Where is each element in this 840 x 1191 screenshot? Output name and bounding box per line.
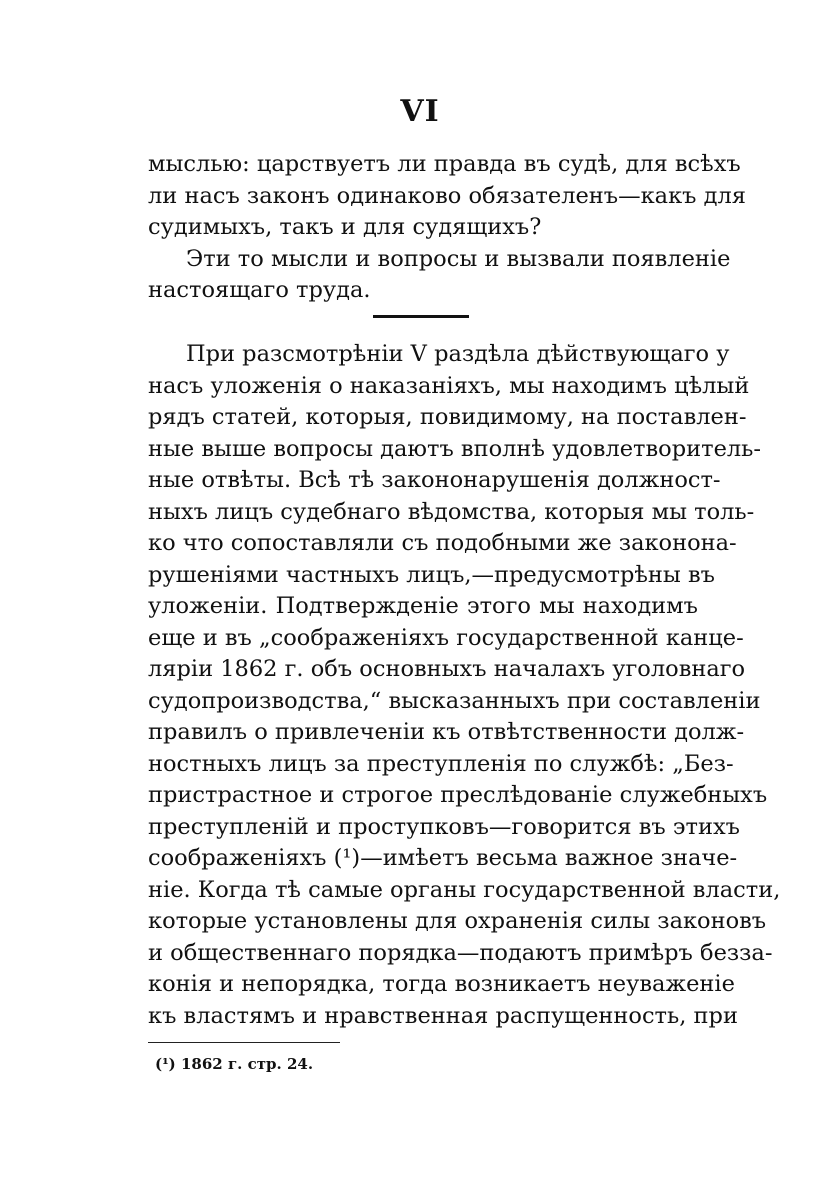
text-line: ные отвѣты. Всѣ тѣ закононарушенія должност-	[148, 467, 721, 493]
text-line: настоящаго труда.	[148, 277, 371, 303]
page-number: VI	[400, 94, 440, 129]
text-line: ные выше вопросы даютъ вполнѣ удовлетворитель-	[148, 435, 762, 462]
text-line: ли насъ законъ одинаково обязателенъ—какъ для	[148, 182, 746, 209]
text-line: конія и непорядка, тогда возникаетъ неуваженіе	[148, 971, 735, 997]
text-line: ляріи 1862 г. объ основныхъ началахъ уголовнаго	[148, 656, 746, 682]
text-line: соображеніяхъ (¹)—имѣетъ весьма важное значе-	[148, 845, 738, 871]
text-line: къ властямъ и нравственная распущенность, при	[148, 1002, 738, 1029]
text-line: правилъ о привлеченіи къ отвѣтственности долж-	[148, 719, 745, 745]
text-line: пристрастное и строгое преслѣдованіе служебныхъ	[148, 782, 768, 808]
text-line: рушеніями частныхъ лицъ,—предусмотрѣны въ	[148, 561, 715, 588]
text-line: рядъ статей, которыя, повидимому, на поставлен-	[148, 404, 747, 430]
text-line: еще и въ „соображеніяхъ государственной канце-	[148, 624, 744, 651]
intro-paragraph	[148, 149, 746, 307]
text-line: ныхъ лицъ судебнаго вѣдомства, которыя мы толь-	[148, 498, 755, 525]
text-line: которые установлены для охраненія силы законовъ	[148, 908, 767, 934]
text-line: преступленій и проступковъ—говорится въ этихъ	[148, 813, 740, 840]
text-line: При разсмотрѣніи V раздѣла дѣйствующаго у	[186, 341, 730, 367]
text-line: насъ уложенія о наказаніяхъ, мы находимъ цѣлый	[148, 372, 750, 399]
main-paragraph	[148, 339, 781, 1032]
text-line: судимыхъ, такъ и для судящихъ?	[148, 214, 542, 240]
text-line: Эти то мысли и вопросы и вызвали появленіе	[186, 245, 731, 272]
footnote-rule	[148, 1042, 340, 1043]
text-line: уложеніи. Подтвержденіе этого мы находимъ	[148, 593, 698, 619]
text-line: мыслью: царствуетъ ли правда въ судѣ, для всѣхъ	[148, 151, 741, 177]
text-line: судопроизводства,“ высказанныхъ при составленіи	[148, 687, 761, 714]
text-line: и общественнаго порядка—подаютъ примѣръ безза-	[148, 939, 773, 966]
text-line: ніе. Когда тѣ самые органы государственной власти,	[148, 876, 781, 903]
text-line: ностныхъ лицъ за преступленія по службѣ: „Без-	[148, 750, 734, 777]
footnote: (¹) 1862 г. стр. 24.	[155, 1055, 314, 1073]
text-line: ко что сопоставляли съ подобными же законона-	[148, 530, 737, 556]
section-divider	[373, 315, 469, 318]
